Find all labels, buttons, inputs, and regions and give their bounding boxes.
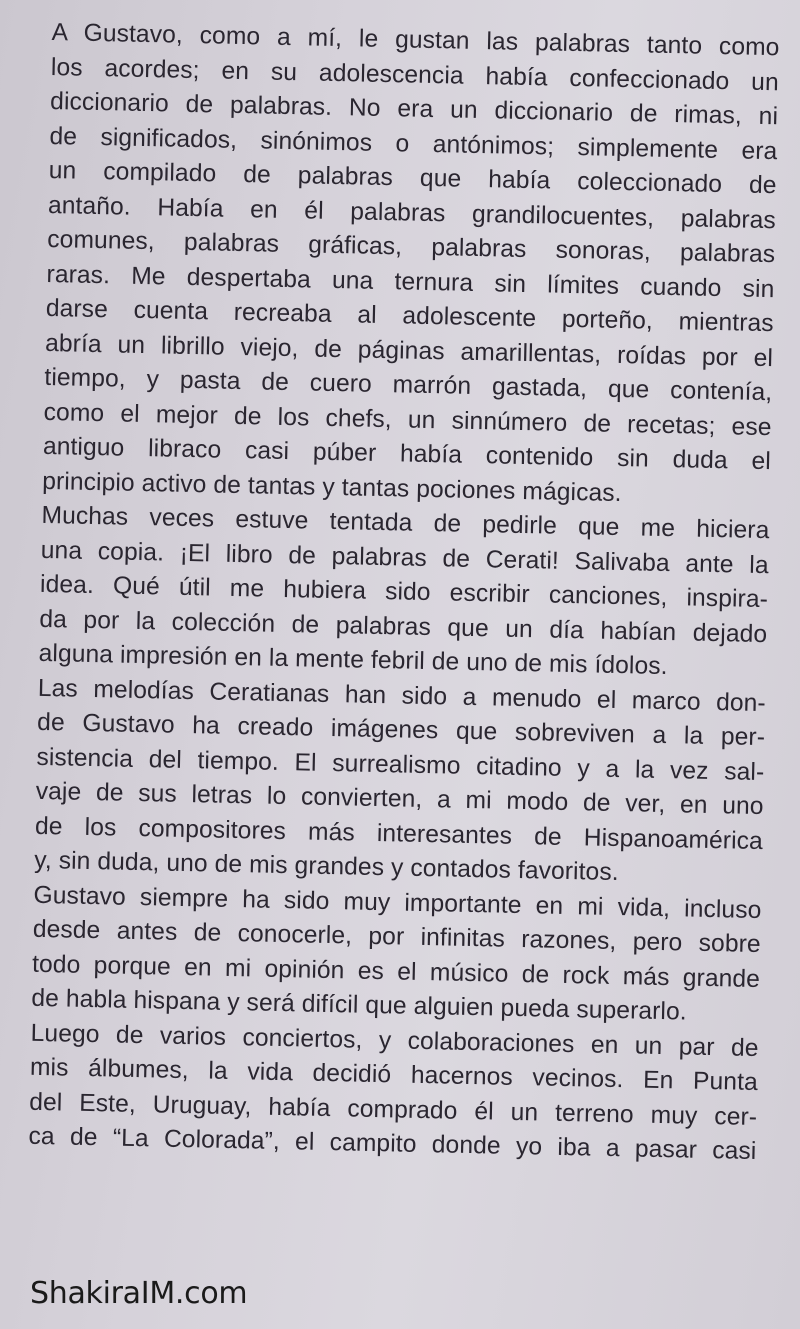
text-line: de los compositores más interesantes de Hispanoamérica (34, 812, 764, 855)
text-line: Luego de varios conciertos, y colaboraciones en un par de (30, 1019, 759, 1062)
text-line: de Gustavo ha creado imágenes que sobreviven a la per- (36, 708, 766, 752)
text-line: Muchas veces estuve tentada de pedirle que me hiciera (41, 501, 770, 545)
text-line: un compilado de palabras que había coleccionado de (48, 156, 777, 200)
text-line: y, sin duda, uno de mis grandes y contados favoritos. (34, 846, 619, 887)
text-line: todo porque en mi opinión es el músico de rock más grande (31, 950, 761, 993)
text-line: alguna impresión en la mente febril de uno de mis ídolos. (38, 639, 668, 681)
text-line: de habla hispana y será difícil que alguien pueda superarlo. (31, 984, 688, 1026)
text-line: da por la colección de palabras que un día habían dejado (39, 605, 768, 648)
text-line: Las melodías Ceratianas han sido a menudo el marco don- (37, 674, 767, 717)
text-line: de significados, sinónimos o antónimos; simplemente era (49, 122, 778, 165)
text-line: vaje de sus letras lo convierten, a mi modo de ver, en uno (35, 777, 764, 821)
text-line: comunes, palabras gráficas, palabras sonoras, palabras (47, 225, 776, 269)
text-line: ca de “La Colorada”, el campito donde yo iba a pasar casi (28, 1122, 757, 1165)
text-line: idea. Qué útil me hubiera sido escribir canciones, inspira- (39, 570, 769, 614)
text-line: los acordes; en su adolescencia había confeccionado un (50, 53, 780, 96)
text-line: darse cuenta recreaba al adolescente porteño, mientras (45, 294, 774, 338)
text-line: principio activo de tantas y tantas pociones mágicas. (41, 467, 622, 507)
text-line: del Este, Uruguay, había comprado él un terreno muy cer- (28, 1088, 758, 1131)
text-line: tiempo, y pasta de cuero marrón gastada, que contenía, (44, 363, 773, 407)
text-line: diccionario de palabras. No era un diccionario de rimas, ni (49, 87, 779, 131)
text-line: abría un librillo viejo, de páginas amarillentas, roídas por el (44, 329, 774, 372)
text-line: A Gustavo, como a mí, le gustan las palabras tanto como (51, 18, 780, 62)
text-line: raras. Me despertaba una ternura sin límites cuando sin (46, 260, 775, 303)
book-text (28, 16, 780, 1169)
text-line: como el mejor de los chefs, un sinnúmero de recetas; ese (43, 398, 772, 441)
text-line: mis álbumes, la vida decidió hacernos vecinos. En Punta (29, 1053, 759, 1097)
text-line: antiguo libraco casi púber había contenido sin duda el (42, 432, 772, 476)
text-line: desde antes de conocerle, por infinitas razones, pero sobre (32, 915, 761, 959)
text-line: sistencia del tiempo. El surrealismo citadino y a la vez sal- (36, 743, 765, 786)
text-line: antaño. Había en él palabras grandilocuentes, palabras (47, 191, 777, 234)
text-line: una copia. ¡El libro de palabras de Cerati! Salivaba ante la (40, 536, 769, 579)
site-watermark: ShakiraIM.com (30, 1276, 248, 1311)
text-line: Gustavo siempre ha sido muy importante en mi vida, incluso (33, 881, 762, 924)
